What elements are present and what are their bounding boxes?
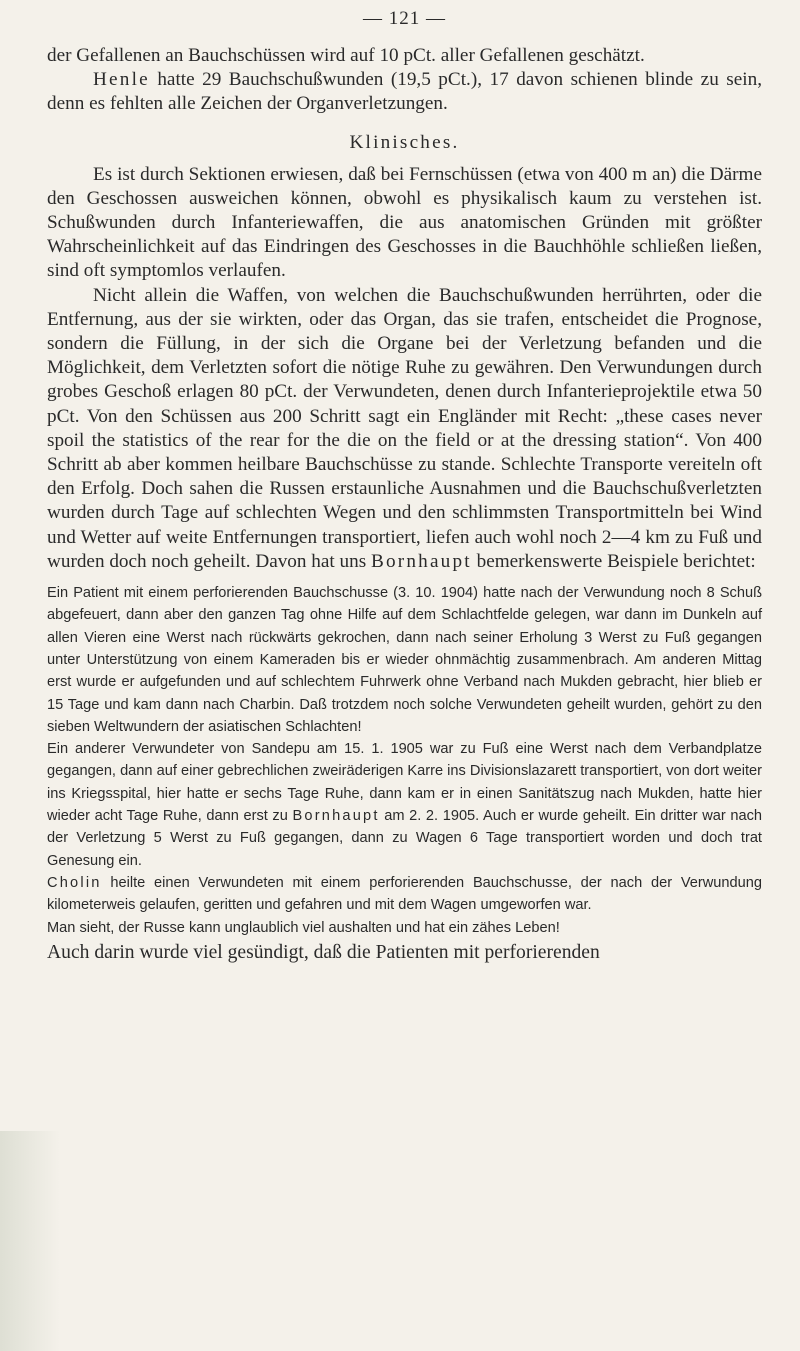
main-paragraph-1: Es ist durch Sektionen erwiesen, daß bei Fernschüssen (etwa von 400 m an) die Därme den Geschossen ausweichen können, obwohl es physikalisch kaum zu verstehen ist. Schußwunden durch Infanteriewaffen, die aus anatomischen Gründen mit größter Wahrscheinlichkeit auf das Eindringen des Geschosses in die Bauchhöhle schließen ließen, sind oft symptomlos verlaufen. — [47, 163, 762, 282]
intro-paragraph-1: der Gefallenen an Bauchschüssen wird auf 10 pCt. aller Gefallenen geschätzt. — [47, 45, 645, 66]
main-paragraph-2-text-b: bemerkenswerte Beispiele berichtet: — [471, 550, 756, 572]
case-example-2 — [47, 738, 762, 872]
author-name-bornhaupt-2: Bornhaupt — [292, 808, 380, 825]
main-paragraph-2 — [47, 284, 762, 574]
case-example-3-text: heilte einen Verwundeten mit einem perforierenden Bauchschusse, der nach der Verwundung kilometerweis gelaufen, geritten und gefahren und mit dem Wagen umgeworfen war. — [47, 874, 762, 914]
intro-section — [47, 44, 762, 117]
scan-edge-shadow — [0, 1131, 60, 1351]
author-name-cholin: Cholin — [47, 874, 102, 891]
page-number: — 121 — — [363, 8, 446, 29]
intro-paragraph-2-text: hatte 29 Bauchschußwunden (19,5 pCt.), 17 davon schienen blinde zu sein, denn es fehlten alle Zeichen der Organverletzungen. — [47, 69, 762, 115]
case-example-1: Ein Patient mit einem perforierenden Bauchschusse (3. 10. 1904) hatte nach der Verwundung noch 8 Schuß abgefeuert, dann aber den ganzen Tag ohne Hilfe auf dem Schlachtfelde gelegen, war dann im Dunkeln auf allen Vieren eine Werst nach rückwärts gekrochen, dann nach seiner Erholung 3 Werst zu Fuß gegangen unter Unterstützung von einem Kameraden bis er wieder ohnmächtig zusammenbrach. Am anderen Mittag erst wurde er aufgefunden und auf schlechtem Fuhrwerk ohne Verband nach Mukden gebracht, hier blieb er 15 Tage und kam dann nach Charbin. Daß trotzdem noch solche Verwundeten geheilt wurden, gehört zu den sieben Weltwundern der asiatischen Schlachten! — [47, 585, 762, 735]
closing-section — [47, 941, 762, 965]
section-heading: Klinisches. — [349, 131, 460, 153]
case-example-2-text-b: am 2. 2. 1905. Auch er wurde geheilt. Ein dritter war nach der Verletzung 5 Werst zu Fuß gegangen, dann zu Wagen 6 Tage transportiert worden und doch trat Genesung ein. — [47, 808, 762, 869]
closing-line: Auch darin wurde viel gesündigt, daß die Patienten mit perforierenden — [47, 941, 600, 963]
case-example-4: Man sieht, der Russe kann unglaublich viel aushalten und hat ein zähes Leben! — [47, 919, 560, 936]
case-example-3 — [47, 872, 762, 917]
author-name-henle: Henle — [93, 69, 150, 91]
case-example-2-text-a: Ein anderer Verwundeter von Sandepu am 15. 1. 1905 war zu Fuß eine Werst nach dem Verbandplatze gegangen, dann auf einer gebrechlichen zweiräderigen Karre ins Divisionslazarett transportiert, von dort weiter ins Kriegsspital, hier hatte er sechs Tage Ruhe, dann kam er in einen Sanitätszug nach Mukden, hatte hier wieder acht Tage Ruhe, dann erst zu — [47, 741, 762, 825]
intro-paragraph-2 — [47, 68, 762, 116]
main-section — [47, 163, 762, 574]
author-name-bornhaupt: Bornhaupt — [370, 550, 472, 572]
case-examples — [47, 582, 762, 939]
main-paragraph-2-text-a: Nicht allein die Waffen, von welchen die Bauchschußwunden herrührten, oder die Entfernung, aus der sie wirkten, oder das Organ, das sie trafen, entscheidet die Prognose, sondern die Füllung, in der sich die Organe bei der Verletzung befanden und die Möglichkeit, dem Verletzten sofort die nötige Ruhe zu gewähren. Den Verwundungen durch grobes Geschoß erlagen 80 pCt. der Verwundeten, denen durch Infanterieprojektile etwa 50 pCt. Von den Schüssen aus 200 Schritt sagt ein Engländer mit Recht: „these cases never spoil the statistics of the rear for the die on the field or at the dressing station“. Von 400 Schritt ab aber kommen heilbare Bauchschüsse zu stande. Schlechte Transporte vereiteln oft den Erfolg. Doch sahen die Russen erstaunliche Ausnahmen und die Bauchschußverletzten wurden durch Tage auf schlechten Wegen und den schlimmsten Transportmitteln bei Wind und Wetter auf weite Entfernungen transportiert, liefen auch wohl noch 2—4 km zu Fuß und wurden doch noch geheilt. Davon hat uns — [47, 284, 762, 572]
